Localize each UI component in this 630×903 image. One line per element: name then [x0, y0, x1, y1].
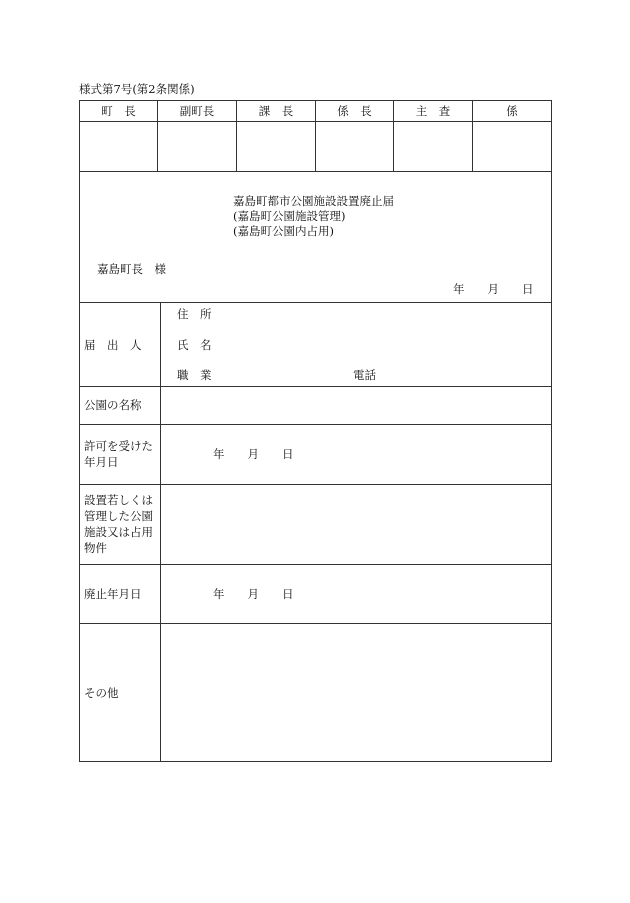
- address-field[interactable]: [220, 304, 548, 322]
- label-column-divider: [160, 302, 161, 762]
- address-label: 住 所: [177, 307, 212, 321]
- approval-header-deputy-mayor: 副町長: [179, 104, 215, 118]
- approval-header-subsection-chief: 係 長: [337, 104, 372, 118]
- table-border-bottom: [79, 761, 552, 762]
- abolition-date-value[interactable]: 年 月 日: [213, 587, 294, 601]
- abolition-date-label: 廃止年月日: [84, 587, 142, 601]
- facility-field[interactable]: [162, 486, 550, 562]
- addressee: 嘉島町長 様: [97, 262, 166, 276]
- row-divider: [79, 623, 552, 624]
- other-field[interactable]: [162, 625, 550, 759]
- permit-date-value[interactable]: 年 月 日: [213, 447, 294, 461]
- form-title: 嘉島町都市公園施設設置廃止届: [233, 194, 394, 208]
- row-divider: [79, 424, 552, 425]
- facility-label: 設置若しくは管理した公園施設又は占用物件: [84, 493, 153, 555]
- table-border-left: [79, 100, 80, 762]
- form-number: 様式第7号(第2条関係): [79, 82, 195, 96]
- permit-date-label: 許可を受けた年月日: [84, 439, 153, 469]
- applicant-label: 届 出 人: [84, 338, 142, 352]
- approval-header-inspector: 主 査: [415, 104, 451, 118]
- submission-date[interactable]: 年 月 日: [453, 282, 534, 296]
- occupation-label: 職 業: [177, 368, 212, 382]
- row-divider: [79, 484, 552, 485]
- occupation-field[interactable]: [220, 365, 348, 383]
- table-border-right: [551, 100, 552, 762]
- approval-header-staff: 係: [506, 104, 518, 118]
- name-label: 氏 名: [177, 338, 212, 352]
- approval-header-section-chief: 課 長: [258, 104, 294, 118]
- approval-header-mayor: 町 長: [101, 104, 136, 118]
- row-divider: [79, 564, 552, 565]
- park-name-label: 公園の名称: [84, 398, 142, 412]
- row-divider: [79, 302, 552, 303]
- other-label: その他: [84, 686, 119, 700]
- form-subtitle-management: (嘉島町公園施設管理): [233, 209, 346, 223]
- row-divider: [79, 386, 552, 387]
- phone-label: 電話: [353, 368, 376, 382]
- park-name-field[interactable]: [162, 388, 550, 422]
- name-field[interactable]: [220, 335, 548, 353]
- phone-field[interactable]: [383, 365, 548, 383]
- form-subtitle-occupancy: (嘉島町公園内占用): [233, 224, 334, 238]
